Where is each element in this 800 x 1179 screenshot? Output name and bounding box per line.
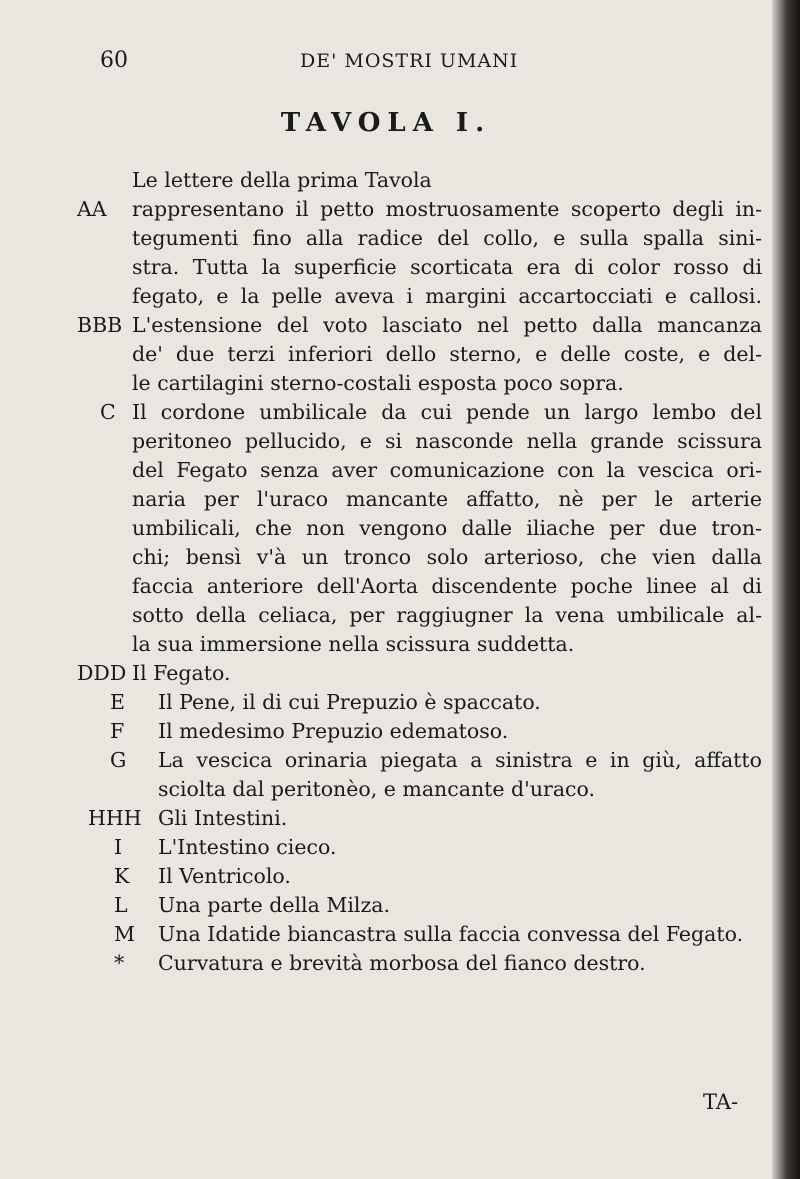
line-text: naria per l'uraco mancante affatto, nè per le arterie (132, 487, 762, 511)
line-text: le cartilagini sterno-costali esposta poco sopra. (132, 371, 624, 395)
text-line (0, 862, 772, 891)
line-text: Il Fegato. (132, 661, 231, 685)
text-line (0, 253, 772, 282)
text-line (0, 630, 772, 659)
running-title: DE' MOSTRI UMANI (300, 50, 519, 72)
line-text: stra. Tutta la superficie scorticata era di color rosso di (132, 255, 762, 279)
text-line (0, 775, 772, 804)
text-line (0, 717, 772, 746)
line-text: del Fegato senza aver comunicazione con la vescica ori- (132, 458, 762, 482)
line-label: * (114, 951, 125, 975)
line-label: BBB (77, 313, 123, 337)
line-label: L (114, 893, 128, 917)
line-text: fegato, e la pelle aveva i margini accartocciati e callosi. (132, 284, 762, 308)
line-label: HHH (88, 806, 142, 830)
text-line (0, 369, 772, 398)
page-edge (772, 0, 800, 1179)
page-number: 60 (100, 48, 128, 73)
text-line (0, 340, 772, 369)
text-line (0, 949, 772, 978)
line-text: rappresentano il petto mostruosamente scoperto degli in- (132, 197, 762, 221)
text-line (0, 601, 772, 630)
catchword: TA- (703, 1090, 739, 1114)
text-line (0, 572, 772, 601)
plate-title: TAVOLA I. (280, 108, 492, 138)
text-line (0, 282, 772, 311)
line-text: Curvatura e brevità morbosa del fianco destro. (158, 951, 646, 975)
line-text: Una parte della Milza. (158, 893, 390, 917)
line-text: L'Intestino cieco. (158, 835, 337, 859)
line-text: chi; bensì v'à un tronco solo arterioso, che vien dalla (132, 545, 762, 569)
text-line (0, 166, 772, 195)
line-text: la sua immersione nella scissura suddetta. (132, 632, 575, 656)
text-line (0, 427, 772, 456)
line-label: AA (77, 197, 107, 221)
line-label: I (114, 835, 123, 859)
text-line (0, 514, 772, 543)
text-line (0, 659, 772, 688)
line-label: M (114, 922, 135, 946)
line-text: peritoneo pellucido, e si nasconde nella grande scissura (132, 429, 762, 453)
line-text: Il Pene, il di cui Prepuzio è spaccato. (158, 690, 541, 714)
text-line (0, 746, 772, 775)
text-line (0, 485, 772, 514)
text-line (0, 224, 772, 253)
line-text: Le lettere della prima Tavola (132, 168, 432, 192)
line-label: G (110, 748, 127, 772)
line-text: La vescica orinaria piegata a sinistra e in giù, affatto (158, 748, 762, 772)
text-line (0, 456, 772, 485)
line-label: C (100, 400, 116, 424)
line-text: L'estensione del voto lasciato nel petto dalla mancanza (132, 313, 762, 337)
text-line (0, 804, 772, 833)
text-line (0, 398, 772, 427)
line-text: Il medesimo Prepuzio edematoso. (158, 719, 509, 743)
text-line (0, 891, 772, 920)
line-text: Gli Intestini. (158, 806, 288, 830)
text-line (0, 688, 772, 717)
text-line (0, 311, 772, 340)
line-label: K (114, 864, 130, 888)
line-text: sotto della celiaca, per raggiugner la vena umbilicale al- (132, 603, 762, 627)
text-line (0, 543, 772, 572)
line-text: sciolta dal peritonèo, e mancante d'uraco. (158, 777, 596, 801)
line-text: Il Ventricolo. (158, 864, 291, 888)
line-text: faccia anteriore dell'Aorta discendente poche linee al di (132, 574, 762, 598)
line-text: umbilicali, che non vengono dalle iliache per due tron- (132, 516, 762, 540)
line-label: DDD (77, 661, 127, 685)
line-text: de' due terzi inferiori dello sterno, e delle coste, e del- (132, 342, 762, 366)
text-line (0, 833, 772, 862)
line-text: tegumenti fino alla radice del collo, e sulla spalla sini- (132, 226, 762, 250)
line-text: Il cordone umbilicale da cui pende un largo lembo del (132, 400, 762, 424)
line-label: E (110, 690, 125, 714)
line-text: Una Idatide biancastra sulla faccia convessa del Fegato. (158, 922, 744, 946)
line-label: F (110, 719, 125, 743)
text-line (0, 195, 772, 224)
text-line (0, 920, 772, 949)
